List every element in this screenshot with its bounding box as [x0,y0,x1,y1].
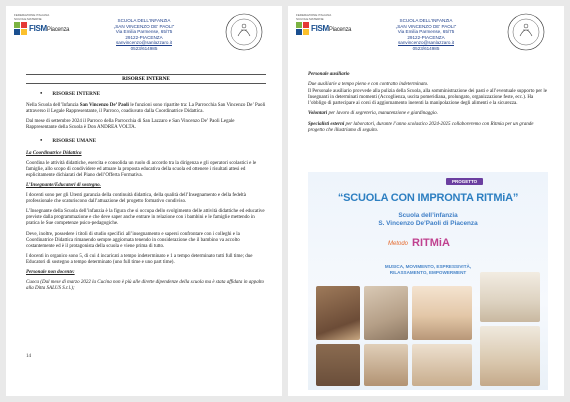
coordinatrice-text: Coordina le attività didattiche, esercita e consolida un ruolo di accordo tra la dirigenza e gli operatori scolastici e le famiglie, allo scopo di condividere ed attuare la proposta educativa della scuola ed ottenere i risultati attesi ed esplicitamente dichiarati del Piano dell’Offerta Formativa. [26,160,257,178]
fism-logo [14,14,74,35]
photo-children [316,344,360,386]
school-phone: 0523/614985 [130,45,158,51]
fism-name: FISM [29,24,47,33]
poster-claim: MUSICA, MOVIMENTO, ESPRESSIVITÀ, RILASSAMENTO, EMPOWERMENT [384,264,472,275]
letterhead [6,6,282,68]
letterhead [288,6,564,68]
school-address: Via Emilia Parmense, 65/75 [397,29,455,35]
school-email-link[interactable]: sanvincenzo@sanlazzaro.it [398,40,454,46]
volontari-text: Volontari per lavoro di segreteria, manutenzione e giardinaggio. [308,111,438,117]
school-email-link[interactable]: sanvincenzo@sanlazzaro.it [116,40,172,46]
project-badge: PROGETTO [446,178,483,185]
sostegno-text: L’Insegnante della Scuola dell’infanzia è la figura che si occupa dello svolgimento delle attività didattiche ed educative previste dalla programmazione e che deve saper anche entrare in relazione con i bambini e le famiglie mettendo in pratica le Sue competenze psico-pedagogiche. [26,209,265,227]
coordinatrice-title: La Coordinatrice Didattica [26,150,82,156]
bullet-risorse-interne: ● RISORSE INTERNE [40,90,266,97]
photo-children [364,344,408,386]
right-body [308,72,548,138]
poster-title: “SCUOLA CON IMPRONTA RITMiA” [337,192,519,204]
section-title: RISORSE INTERNE [26,74,266,84]
photo-children [412,286,472,340]
fism-squares-icon [14,22,27,35]
photo-children [364,286,408,340]
school-city: 29122-PIACENZA [125,34,163,40]
photo-children [480,272,540,322]
fism-logo [296,14,356,35]
left-body [26,84,266,296]
bullet-risorse-umane: ● RISORSE UMANE [40,137,266,144]
school-seal-icon [506,12,546,52]
ausiliario-text-1: Due ausiliarie a tempo pieno e con contratto indeterminato. [308,82,429,88]
document-page-right [288,6,564,396]
fism-city: Piacenza [46,27,70,33]
titoli-text: Deve, inoltre, possedere i titoli di studio specifici all’insegnamento e sapersi confrontare con i colleghi e la Coordinatrice Didattica rimanendo sempre aggiornata tenendo in considerazione che il bambino va accolto costantemente ed è il protagonista della scuola e viene prima di tutto. [26,231,240,249]
fism-name: FISM [311,24,329,33]
poster-school: Scuola dell’infanzia S. Vincenzo De’Paoli di Piacenza [378,212,478,227]
photo-children [480,326,540,386]
school-address: Via Emilia Parmense, 65/75 [115,29,173,35]
ritmia-project-poster [308,172,548,390]
non-docente-title: Personale non docente: [26,269,75,275]
specialisti-text: Specialisti esterni per laboratori, durante l’anno scolastico 2024-2025 collaboreremo con Ritmia per un grande progetto che illustriamo di seguito. [308,121,534,133]
metodo-ritmia-logo: Metodo RITMiA [388,237,450,249]
school-name-line2: „SAN VINCENZO DE' PAOLI" [113,23,175,29]
school-seal-icon [224,12,264,52]
insegnante-text: I docenti sono per gli Utenti garanzia della continuità didattica, della qualità dell’Insegnamento e della fedeltà professionale che scaturiscono dall’attuazione del progetto formativo condiviso. [26,193,246,205]
school-name-line1: SCUOLA DELL'INFANZIA [399,18,453,23]
photo-children [412,344,472,386]
school-city: 29122-PIACENZA [407,34,445,40]
ausiliario-text-2: Il Personale ausiliario provvede alla pulizia della Scuola, alla somministrazione dei pasti e all’eventuale supporto per le Insegnanti in determinati momenti (Accoglienza, uscita pomeridiana, prolungato, organizzazione feste, ecc.). Ha l’obbligo di partecipare ai corsi di aggiornamento inerenti la manipolazione degli alimenti e la sicurezza. [308,89,547,107]
school-info [370,18,482,52]
fism-city: Piacenza [328,27,352,33]
school-name-line2: „SAN VINCENZO DE' PAOLI" [395,23,457,29]
school-phone: 0523/614985 [412,45,440,51]
interne-paragraph-2: Dal mese di settembre 2024 il Parroco della Parrocchia di San Lazzaro e San Vincenzo De’ Paoli Legale Rappresentante della Scuola è Don ANDREA VOLTA. [26,119,235,131]
document-page-left [6,6,282,396]
interne-paragraph-1: Nella Scuola dell’Infanzia San Vincenzo De’ Paoli le funzioni sono ripartite tra: La Parrocchia San Vincenzo De’ Paoli attraverso il Legale Rappresentante, il Parroco, coadiuvato dalla Coordinatrice Didattica. [26,103,266,115]
non-docente-text: Cuoca (Dal mese di marzo 2022 la Cucina non è più alle dirette dipendenze della scuola ma è stata affidata in appalto alla Ditta SALUS S.r.l.); [26,280,264,292]
photo-children [316,286,360,340]
page-number: 14 [26,354,31,359]
fism-federation-text: FEDERAZIONE ITALIANA SCUOLE MATERNE [14,13,50,21]
school-name-line1: SCUOLA DELL'INFANZIA [117,18,171,23]
fism-federation-text: FEDERAZIONE ITALIANA SCUOLE MATERNE [296,13,332,21]
insegnante-title: L’Insegnante/Educatori di sostegno. [26,182,101,188]
school-info [88,18,200,52]
ausiliario-title: Personale ausiliario [308,72,350,77]
organico-text: I docenti in organico sono 5, di cui 4 incaricati a tempo indeterminato e 1 a tempo determinato tutti full time; due Educatori di sostegno a tempo determinato (uno full time e uno part time). [26,253,253,265]
fism-squares-icon [296,22,309,35]
